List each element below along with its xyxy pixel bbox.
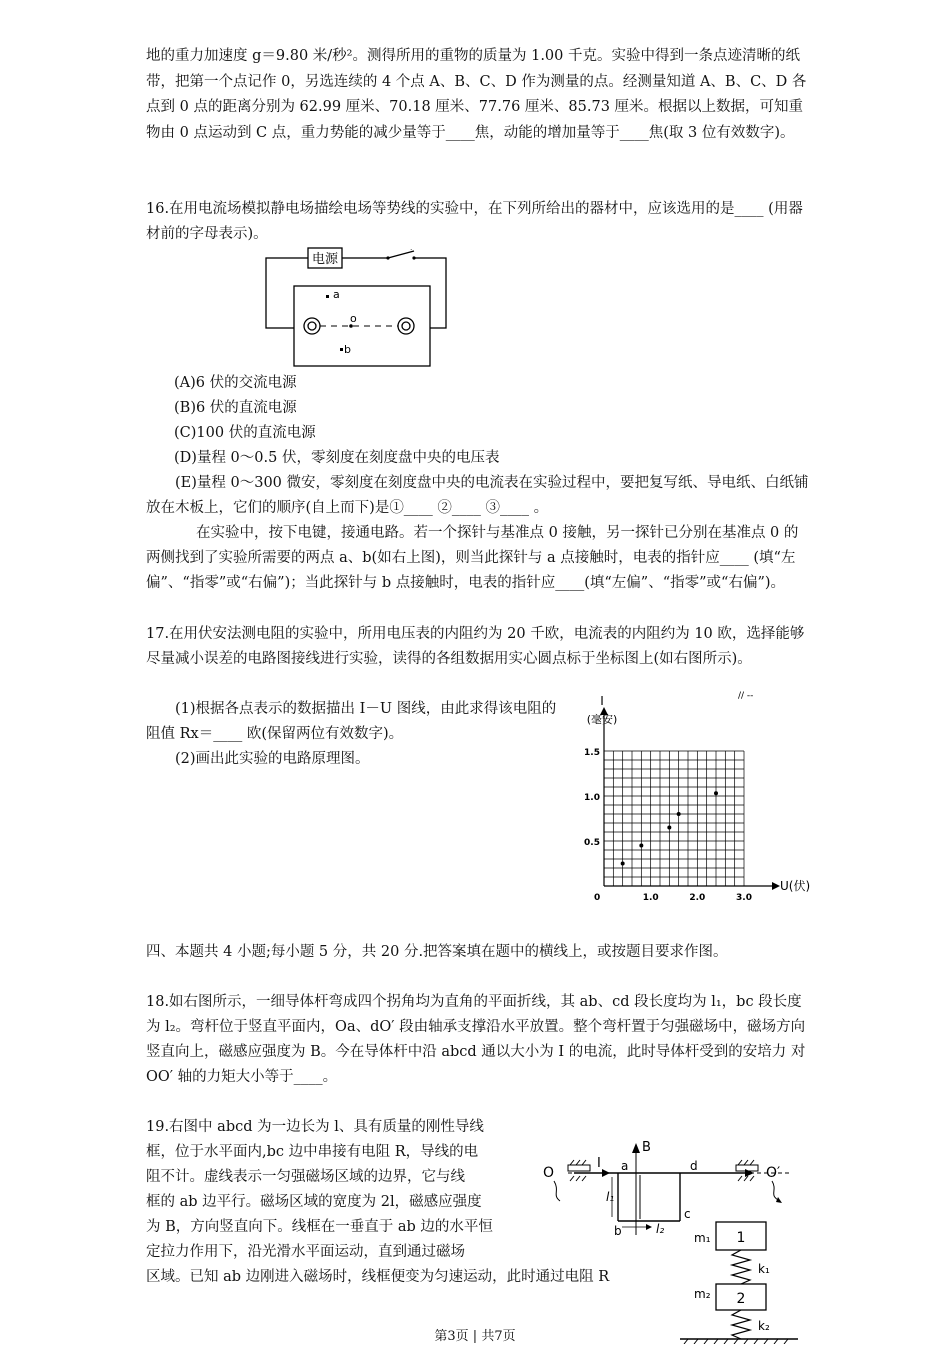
label-d: d xyxy=(690,1159,698,1173)
label-c: c xyxy=(684,1207,691,1221)
data-point xyxy=(667,826,671,830)
q16-option-a: (A)6 伏的交流电源 xyxy=(174,375,297,391)
label-o: O xyxy=(543,1165,555,1181)
label-k1: k₁ xyxy=(758,1262,770,1276)
q17-stem: 17.在用伏安法测电阻的实验中，所用电压表的内阻约为 20 千欧，电流表的内阻约为 10 欧，选择能够尽量减小误差的电路图接线进行实验，读得的各组数据用实心圆点标于坐标图上(如右图所示)。 xyxy=(146,626,805,667)
x-axis-arrow xyxy=(772,882,780,890)
q19-line: 框，位于水平面内,bc 边中串接有电阻 R，导线的电 xyxy=(146,1144,479,1160)
q16-option-e: (E)量程 0～300 微安，零刻度在刻度盘中央的电流表在实验过程中，要把复写纸、导电纸、白纸铺放在木板上，它们的顺序(自上而下)是①____ ②____ ③____ 。 xyxy=(146,475,809,516)
section4-heading: 四、本题共 4 小题;每小题 5 分，共 20 分.把答案填在题中的横线上，或按题目要求作图。 xyxy=(146,944,728,960)
y-axis-label: I xyxy=(600,694,604,708)
x-tick-label: 1.0 xyxy=(642,893,659,900)
power-label: 电源 xyxy=(311,252,339,267)
y-axis-unit: (毫安) xyxy=(586,713,618,726)
data-point xyxy=(677,812,681,816)
q19-line: 框的 ab 边平行。磁场区域的宽度为 2l，磁感应强度 xyxy=(146,1194,482,1210)
q16-stem: 16.在用电流场模拟静电场描绘电场等势线的实验中，在下列所给出的器材中，应该选用的是____ (用器材前的字母表示)。 xyxy=(146,201,803,242)
label-k2: k₂ xyxy=(758,1319,770,1333)
q19-line: 定拉力作用下，沿光滑水平面运动，直到通过磁场 xyxy=(146,1244,465,1260)
iu-graph xyxy=(578,690,810,904)
q16-option-c: (C)100 伏的直流电源 xyxy=(174,425,316,441)
point-o: o xyxy=(350,312,357,325)
y-tick-label: 1.0 xyxy=(584,793,600,803)
q16-para2: 在实验中，按下电键，接通电路。若一个探针与基准点 0 接触，另一探针已分别在基准点 0 的两侧找到了实验所需要的两点 a、b(如右上图)，则当此探针与 a 点接触时，电表的指针应____ (填“左偏”、“指零”或“右偏”)；当此探针与 b 点接触时，电表的指针应____(填“左偏”、“指零”或“右偏”)。 xyxy=(146,525,799,591)
box-2-label: 2 xyxy=(736,1291,746,1307)
x-axis-label: U(伏) xyxy=(780,879,810,893)
label-l1: l₁ xyxy=(606,1190,615,1204)
graph-note: // -- xyxy=(738,691,754,701)
q18-text: 18.如右图所示，一细导体杆弯成四个拐角均为直角的平面折线，其 ab、cd 段长度均为 l₁，bc 段长度为 l₂。弯杆位于竖直平面内，Oa、dO′ 段由轴承支撑沿水平放置。整个弯杆置于匀强磁场中，磁场方向竖直向上，磁感应强度为 B。今在导体杆中沿 abcd 通以大小为 I 的电流，此时导体杆受到的安培力 对 OO′ 轴的力矩大小等于____。 xyxy=(146,994,806,1085)
q17-part2: (2)画出此实验的电路原理图。 xyxy=(175,751,370,767)
y-tick-label: 1.5 xyxy=(584,748,600,758)
label-a: a xyxy=(621,1159,629,1173)
label-m1: m₁ xyxy=(694,1231,711,1245)
point-b: b xyxy=(344,343,351,356)
label-b: b xyxy=(614,1224,622,1238)
data-point xyxy=(714,791,718,795)
q17-part1: (1)根据各点表示的数据描出 I－U 图线，由此求得该电阻的阻值 Rx＝____ 欧(保留两位有效数字)。 xyxy=(146,701,557,742)
q19-last-line: 区域。已知 ab 边刚进入磁场时，线框便变为匀速运动，此时通过电阻 R xyxy=(146,1269,610,1285)
q19-line: 为 B，方向竖直向下。线框在一垂直于 ab 边的水平恒 xyxy=(146,1219,493,1235)
q15-continuation: 地的重力加速度 g＝9.80 米/秒²。测得所用的重物的质量为 1.00 千克。实验中得到一条点迹清晰的纸带，把第一个点记作 0，另选连续的 4 个点 A、B、C、D 作为测量的点。经测量知道 A、B、C、D 各点到 0 点的距离分别为 62.99 厘米、70.18 厘米、77.76 厘米、85.73 厘米。根据以上数据，可知重物由 0 点运动到 C 点，重力势能的减少量等于____焦，动能的增加量等于____焦(取 3 位有效数字)。 xyxy=(146,48,807,141)
data-point xyxy=(639,844,643,848)
label-l2: l₂ xyxy=(656,1222,665,1236)
page-footer: 第3页 | 共7页 xyxy=(434,1329,516,1344)
x-tick-label: 3.0 xyxy=(736,893,752,900)
q19-line: 阻不计。虚线表示一匀强磁场区域的边界，它与线 xyxy=(146,1169,465,1185)
data-point xyxy=(621,862,625,866)
q16-circuit-figure xyxy=(264,246,454,372)
q16-option-d: (D)量程 0～0.5 伏，零刻度在刻度盘中央的电压表 xyxy=(174,450,500,466)
label-o-prime: O′ xyxy=(766,1165,781,1181)
box-1-label: 1 xyxy=(736,1230,746,1246)
label-current: I xyxy=(597,1156,601,1171)
x-tick-label: 2.0 xyxy=(689,893,706,900)
point-a: a xyxy=(333,288,340,301)
origin-label: 0 xyxy=(594,893,601,900)
q19-line: 19.右图中 abcd 为一边长为 l、具有质量的刚性导线 xyxy=(146,1119,484,1135)
label-m2: m₂ xyxy=(694,1287,711,1301)
q16-option-b: (B)6 伏的直流电源 xyxy=(174,400,297,416)
y-tick-label: 0.5 xyxy=(584,838,600,848)
label-b-field: B xyxy=(642,1140,651,1155)
